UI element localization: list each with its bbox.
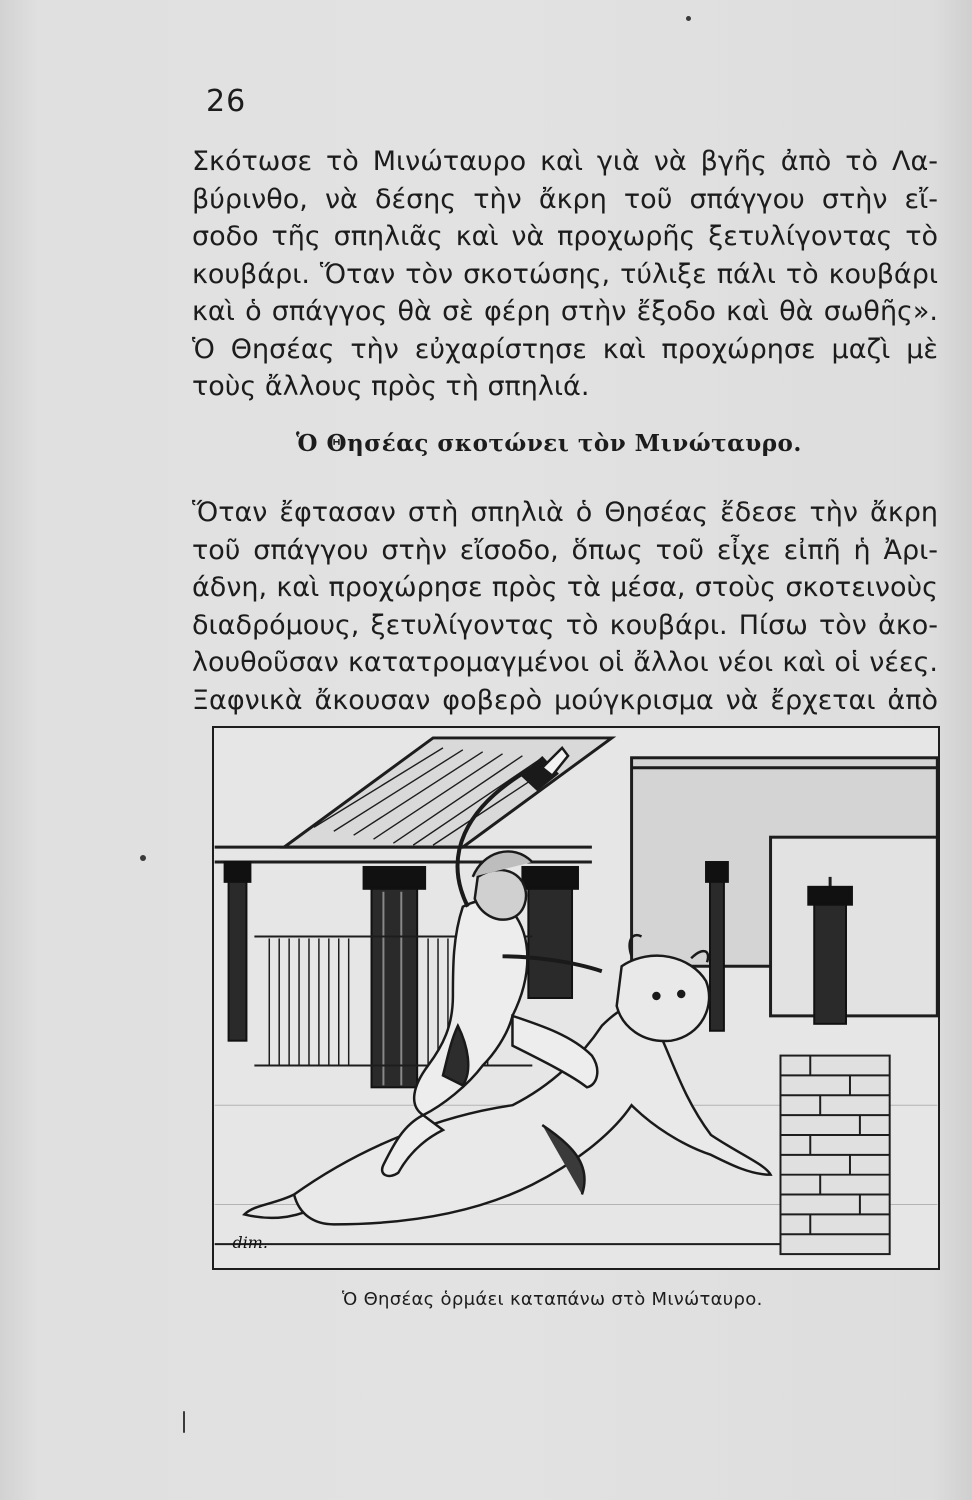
print-speck xyxy=(686,16,691,21)
illustration-drawing xyxy=(214,728,938,1268)
paragraph-1 xyxy=(192,143,938,406)
text-line: καὶ ὁ σπάγγος θὰ σὲ φέρη στὴν ἔξοδο καὶ θὰ σωθῆς». xyxy=(192,296,938,327)
text-line: τοῦ σπάγγου στὴν εἴσοδο, ὅπως τοῦ εἶχε εἰπῆ ἡ Ἀρι- xyxy=(192,534,938,566)
text-line: Ὅταν ἔφτασαν στὴ σπηλιὰ ὁ Θησέας ἔδεσε τὴν ἄκρη xyxy=(192,497,938,528)
text-line: σοδο τῆς σπηλιᾶς καὶ νὰ προχωρῆς ξετυλίγοντας τὸ xyxy=(192,221,938,252)
text-line: Ξαφνικὰ ἄκουσαν φοβερὸ μούγκρισμα νὰ ἔρχεται ἀπὸ xyxy=(192,684,938,716)
illustration-theseus-minotaur xyxy=(212,726,940,1270)
figure-caption: Ὁ Θησέας ὁρμάει καταπάνω στὸ Μινώταυρο. xyxy=(342,1289,763,1310)
text-line: λουθοῦσαν κατατρομαγμένοι οἱ ἄλλοι νέοι καὶ οἱ νέες. xyxy=(192,647,938,678)
text-line: Ὁ Θησέας τὴν εὐχαρίστησε καὶ προχώρησε μαζὶ μὲ xyxy=(192,333,938,365)
brick-pillar xyxy=(780,1056,889,1255)
section-heading: Ὁ Θησέας σκοτώνει τὸν Μινώταυρο. xyxy=(296,430,802,457)
page-number: 26 xyxy=(206,84,247,119)
text-line: τοὺς ἄλλους πρὸς τὴ σπηλιά. xyxy=(192,371,590,402)
print-speck xyxy=(183,1411,185,1433)
illustration-signature: dim. xyxy=(232,1233,268,1253)
text-line: κουβάρι. Ὅταν τὸν σκοτώσης, τύλιξε πάλι τὸ κουβάρι xyxy=(192,258,938,290)
print-speck xyxy=(140,855,146,861)
text-line: διαδρόμους, ξετυλίγοντας τὸ κουβάρι. Πίσω τὸν ἀκο- xyxy=(192,609,938,641)
text-line: άδνη, καὶ προχώρησε πρὸς τὰ μέσα, στοὺς σκοτεινοὺς xyxy=(192,572,938,603)
text-line: βύρινθο, νὰ δέσης τὴν ἄκρη τοῦ σπάγγου στὴν εἴ- xyxy=(192,183,938,215)
paragraph-2 xyxy=(192,494,938,719)
text-line: Σκότωσε τὸ Μινώταυρο καὶ γιὰ νὰ βγῆς ἀπὸ τὸ Λα- xyxy=(192,146,938,177)
